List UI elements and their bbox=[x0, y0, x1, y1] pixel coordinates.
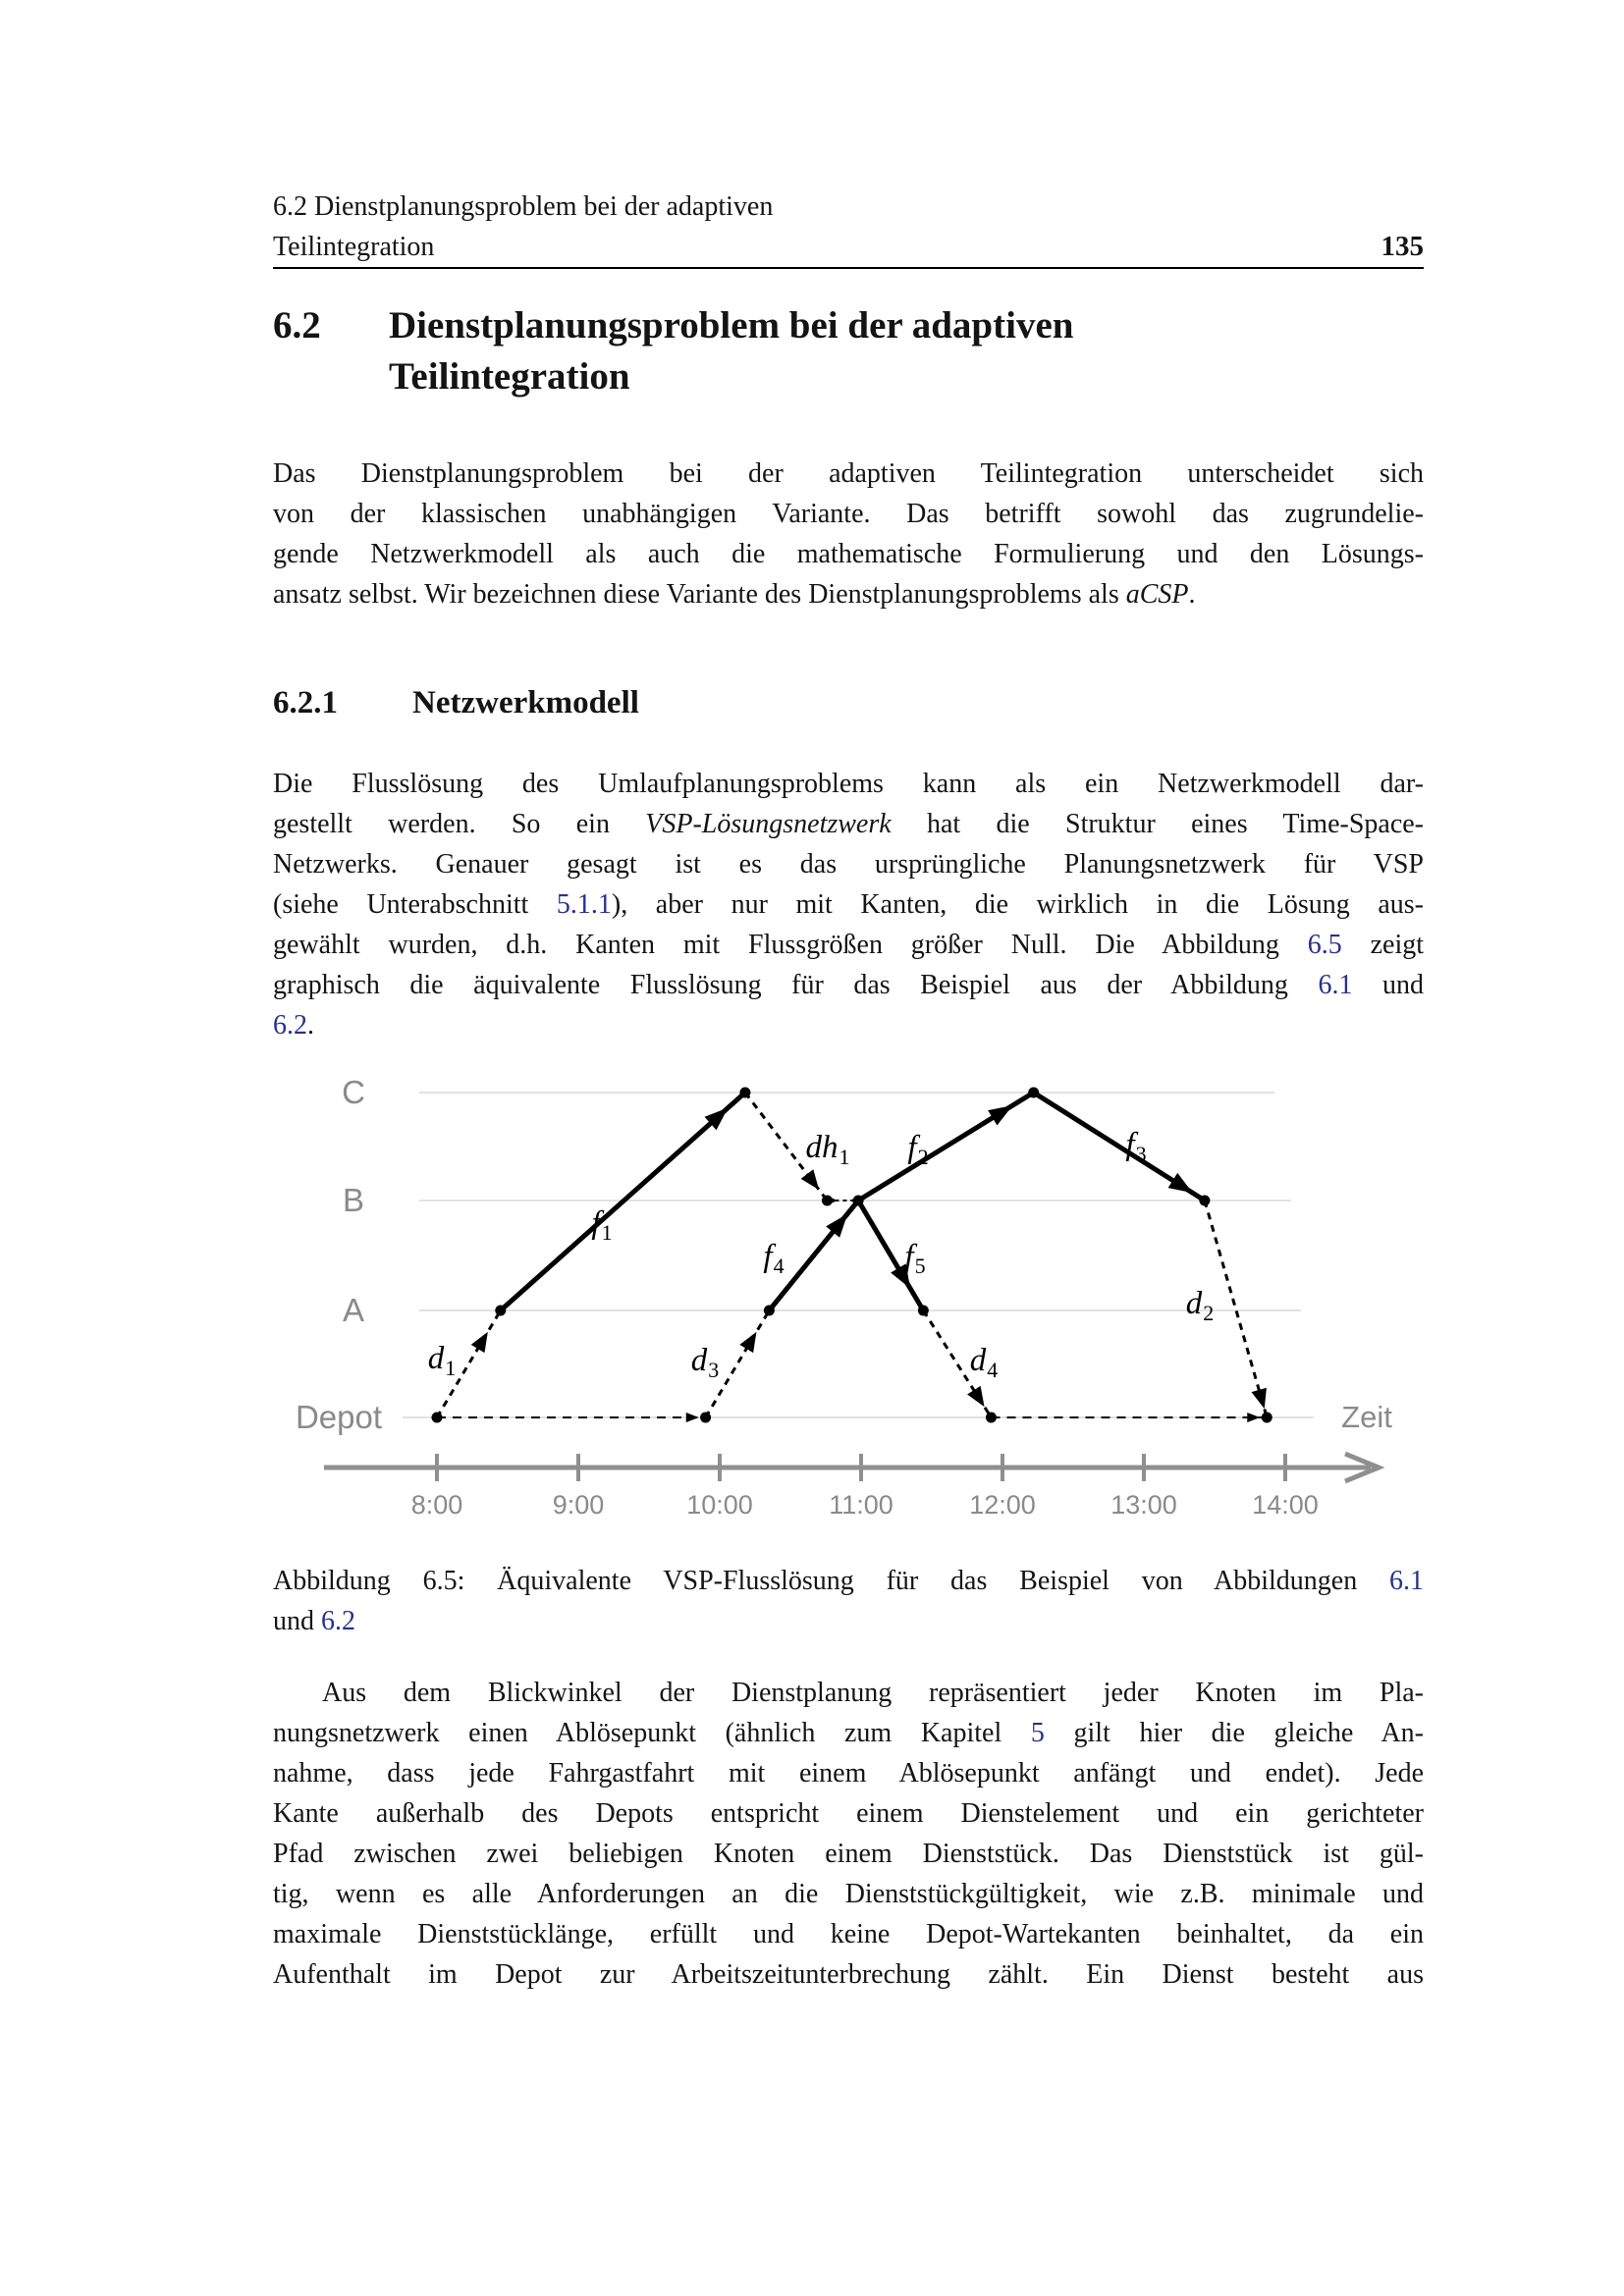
text-line bbox=[273, 925, 1424, 965]
tick-label-14:00: 14:00 bbox=[1252, 1490, 1319, 1520]
text-segment: und bbox=[1352, 970, 1424, 1000]
edge-label-subscript: 3 bbox=[1135, 1142, 1147, 1166]
edge-label-d1 bbox=[428, 1341, 457, 1380]
edge-label-f2 bbox=[907, 1130, 928, 1169]
node-a2 bbox=[764, 1306, 775, 1316]
subsection-number: 6.2.1 bbox=[273, 685, 338, 721]
node-dep1 bbox=[432, 1413, 443, 1423]
text-line bbox=[273, 1914, 1424, 1954]
edge-label-d3 bbox=[691, 1343, 720, 1382]
text-line bbox=[273, 1793, 1424, 1834]
text-segment: von der klassischen unabhängigen Variante. Das betrifft sowohl das zugrundelie- bbox=[273, 499, 1424, 529]
level-label-C: C bbox=[342, 1074, 365, 1110]
figure-vsp-flow-network bbox=[275, 1062, 1434, 1543]
edge-label-main: f bbox=[591, 1205, 601, 1241]
text-line bbox=[273, 1673, 1424, 1713]
text-segment: Pfad zwischen zwei beliebigen Knoten einem Dienststück. Das Dienststück ist gül- bbox=[273, 1839, 1424, 1869]
text-line bbox=[273, 884, 1424, 925]
level-label-Depot: Depot bbox=[295, 1399, 383, 1435]
edge-label-subscript: 3 bbox=[708, 1358, 720, 1382]
level-label-B: B bbox=[342, 1182, 365, 1218]
text-segment: . bbox=[1188, 579, 1196, 610]
edge-label-main: d bbox=[1185, 1286, 1203, 1321]
paragraph-3 bbox=[273, 1673, 1424, 1995]
edge-label-main: f bbox=[1125, 1127, 1135, 1162]
running-head bbox=[273, 187, 1424, 267]
edge-label-subscript: 1 bbox=[839, 1145, 850, 1169]
text-line bbox=[273, 1713, 1424, 1753]
edge-label-subscript: 4 bbox=[987, 1358, 999, 1382]
ref-link[interactable]: 6.5 bbox=[1307, 930, 1342, 960]
text-line bbox=[273, 1874, 1424, 1914]
text-line bbox=[273, 804, 1424, 844]
text-line bbox=[273, 965, 1424, 1005]
node-c2 bbox=[1028, 1088, 1039, 1098]
text-line bbox=[273, 1834, 1424, 1874]
node-a3 bbox=[918, 1306, 929, 1316]
edge-label-f5 bbox=[904, 1239, 925, 1278]
ref-link[interactable]: 5.1.1 bbox=[556, 889, 612, 920]
edge-arrowhead-icon-w1 bbox=[686, 1413, 699, 1422]
edge-label-subscript: 1 bbox=[445, 1356, 457, 1380]
text-segment: . bbox=[307, 1010, 314, 1041]
edge-label-d2 bbox=[1186, 1286, 1215, 1325]
ref-link[interactable]: 5 bbox=[1030, 1718, 1045, 1748]
edge-label-subscript: 2 bbox=[1203, 1301, 1215, 1325]
text-segment: nungsnetzwerk einen Ablösepunkt (ähnlich zum Kapitel bbox=[273, 1718, 1031, 1748]
edge-label-main: d bbox=[969, 1343, 987, 1378]
figure-caption bbox=[273, 1561, 1424, 1641]
text-segment: Aus dem Blickwinkel der Dienstplanung repräsentiert jeder Knoten im Pla- bbox=[322, 1678, 1424, 1708]
subsection-title: Netzwerkmodell bbox=[412, 685, 639, 721]
edge-label-f4 bbox=[763, 1239, 784, 1278]
tick-label-13:00: 13:00 bbox=[1110, 1490, 1177, 1520]
text-segment: und bbox=[273, 1606, 321, 1636]
edge-arrowhead-icon-d3 bbox=[739, 1332, 756, 1353]
subsection-heading bbox=[273, 681, 1424, 724]
text-line bbox=[273, 1954, 1424, 1995]
edge-label-d4 bbox=[970, 1343, 999, 1382]
node-dep3 bbox=[986, 1413, 997, 1423]
text-line bbox=[273, 1005, 1424, 1045]
node-b2 bbox=[853, 1196, 864, 1206]
section-title-line2: Teilintegration bbox=[389, 355, 630, 398]
text-segment: Kante außerhalb des Depots entspricht einem Dienstelement und ein gerichteter bbox=[273, 1798, 1424, 1829]
text-segment: maximale Dienststücklänge, erfüllt und keine Depot-Wartekanten beinhaltet, da ein bbox=[273, 1919, 1424, 1949]
edge-d2 bbox=[1205, 1201, 1267, 1417]
text-line bbox=[273, 1753, 1424, 1793]
edge-arrowhead-icon-f3 bbox=[1168, 1173, 1193, 1193]
tick-label-10:00: 10:00 bbox=[686, 1490, 753, 1520]
emphasized-text: aCSP bbox=[1125, 579, 1189, 610]
text-segment: gende Netzwerkmodell als auch die mathematische Formulierung und den Lösungs- bbox=[273, 539, 1424, 569]
text-segment: graphisch die äquivalente Flusslösung für das Beispiel aus der Abbildung bbox=[273, 970, 1319, 1000]
edge-label-dh1 bbox=[806, 1130, 850, 1169]
text-line bbox=[273, 1561, 1424, 1601]
edge-arrowhead-icon-dh1 bbox=[801, 1169, 819, 1190]
node-c1 bbox=[739, 1088, 750, 1098]
node-dep2 bbox=[700, 1413, 711, 1423]
text-line bbox=[273, 454, 1424, 494]
ref-link[interactable]: 6.1 bbox=[1389, 1566, 1424, 1596]
tick-label-12:00: 12:00 bbox=[969, 1490, 1036, 1520]
node-a1 bbox=[495, 1306, 506, 1316]
tick-label-11:00: 11:00 bbox=[829, 1490, 893, 1520]
ref-link[interactable]: 6.1 bbox=[1318, 970, 1353, 1000]
header-rule bbox=[273, 267, 1424, 269]
ref-link[interactable]: 6.2 bbox=[321, 1606, 355, 1636]
paragraph-2 bbox=[273, 764, 1424, 1045]
running-head-line1: 6.2 Dienstplanungsproblem bei der adaptiven bbox=[273, 191, 774, 222]
text-segment: tig, wenn es alle Anforderungen an die Dienststückgültigkeit, wie z.B. minimale und bbox=[273, 1879, 1424, 1909]
text-segment: gilt hier die gleiche An- bbox=[1044, 1718, 1424, 1748]
text-segment: Das Dienstplanungsproblem bei der adaptiven Teilintegration unterscheidet sich bbox=[273, 458, 1424, 489]
node-b3 bbox=[1199, 1196, 1210, 1206]
text-line bbox=[273, 574, 1424, 614]
level-label-A: A bbox=[342, 1292, 365, 1328]
edge-label-f3 bbox=[1125, 1127, 1146, 1166]
paragraph-1 bbox=[273, 454, 1424, 614]
edge-label-main: dh bbox=[805, 1130, 839, 1165]
text-segment: Abbildung 6.5: Äquivalente VSP-Flusslösung für das Beispiel von Abbildungen bbox=[273, 1566, 1389, 1596]
edge-label-subscript: 1 bbox=[601, 1220, 613, 1245]
text-line bbox=[273, 494, 1424, 534]
text-segment: zeigt bbox=[1341, 930, 1424, 960]
emphasized-text: VSP-Lösungsnetzwerk bbox=[645, 809, 892, 839]
edge-label-main: f bbox=[904, 1239, 914, 1274]
text-line bbox=[273, 764, 1424, 804]
text-line bbox=[273, 534, 1424, 574]
text-segment: Netzwerks. Genauer gesagt ist es das ursprüngliche Planungsnetzwerk für VSP bbox=[273, 849, 1424, 880]
text-line bbox=[273, 1601, 1424, 1641]
edge-label-subscript: 5 bbox=[914, 1254, 926, 1278]
edge-arrowhead-icon-d4 bbox=[967, 1386, 984, 1407]
edge-arrowhead-icon-d2 bbox=[1252, 1388, 1267, 1409]
edge-label-main: f bbox=[763, 1239, 773, 1274]
section-number: 6.2 bbox=[273, 304, 321, 347]
edge-arrowhead-icon-d1 bbox=[471, 1332, 488, 1353]
node-b1 bbox=[822, 1196, 833, 1206]
edge-label-subscript: 2 bbox=[917, 1145, 929, 1169]
edge-arrowhead-icon-w2 bbox=[1247, 1413, 1260, 1422]
running-head-line2: Teilintegration bbox=[273, 232, 435, 262]
text-segment: gewählt wurden, d.h. Kanten mit Flussgrößen größer Null. Die Abbildung bbox=[273, 930, 1308, 960]
text-segment: (siehe Unterabschnitt bbox=[273, 889, 557, 920]
text-segment: hat die Struktur eines Time-Space- bbox=[891, 809, 1424, 839]
edge-label-subscript: 4 bbox=[773, 1254, 785, 1278]
edge-label-main: d bbox=[427, 1341, 445, 1376]
edge-label-main: f bbox=[907, 1130, 917, 1165]
text-segment: ansatz selbst. Wir bezeichnen diese Variante des Dienstplanungsproblems als bbox=[273, 579, 1126, 610]
text-segment: Die Flusslösung des Umlaufplanungsproblems kann als ein Netzwerkmodell dar- bbox=[273, 769, 1424, 799]
text-segment: gestellt werden. So ein bbox=[273, 809, 646, 839]
text-line bbox=[273, 844, 1424, 884]
ref-link[interactable]: 6.2 bbox=[273, 1010, 307, 1041]
tick-label-8:00: 8:00 bbox=[410, 1490, 463, 1520]
axis-title-zeit: Zeit bbox=[1341, 1400, 1392, 1434]
edge-label-main: d bbox=[690, 1343, 708, 1378]
tick-label-9:00: 9:00 bbox=[552, 1490, 605, 1520]
section-title-line1: Dienstplanungsproblem bei der adaptiven bbox=[389, 304, 1074, 347]
page-number: 135 bbox=[1380, 231, 1424, 262]
text-segment: nahme, dass jede Fahrgastfahrt mit einem Ablösepunkt anfängt und endet). Jede bbox=[273, 1758, 1424, 1789]
edge-f1 bbox=[501, 1093, 745, 1310]
section-heading bbox=[273, 300, 1424, 402]
node-dep4 bbox=[1262, 1413, 1272, 1423]
text-segment: Aufenthalt im Depot zur Arbeitszeitunterbrechung zählt. Ein Dienst besteht aus bbox=[273, 1959, 1424, 1990]
edge-arrowhead-icon-f2 bbox=[988, 1105, 1012, 1125]
text-segment: ), aber nur mit Kanten, die wirklich in die Lösung aus- bbox=[611, 889, 1424, 920]
